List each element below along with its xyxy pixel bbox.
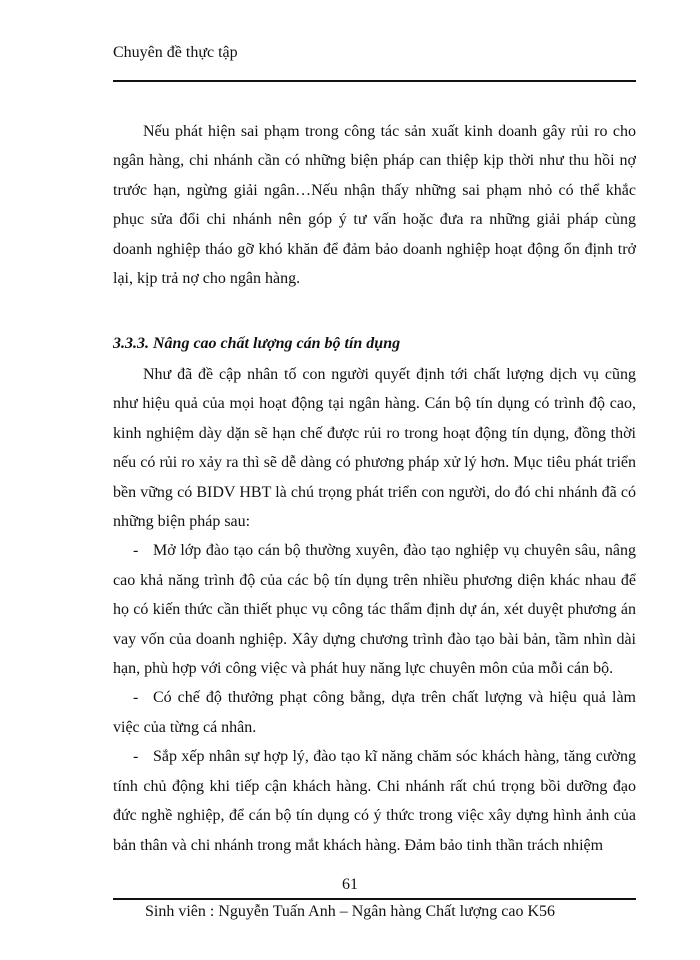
bullet-marker: - bbox=[133, 542, 139, 560]
bullet-marker: - bbox=[133, 689, 139, 707]
section-heading: 3.3.3. Nâng cao chất lượng cán bộ tín dụng bbox=[113, 335, 401, 352]
bullet-text: Có chế độ thưởng phạt công bằng, dựa trên chất lượng và hiệu quả làm việc của từng cá nhân. bbox=[113, 689, 636, 736]
intro-paragraph: Nếu phát hiện sai phạm trong công tác sản xuất kinh doanh gây rủi ro cho ngân hàng, chi nhánh cần có những biện pháp can thiệp kịp thời như thu hồi nợ trước hạn, ngừng giải ngân…Nếu nhận thấy những sai phạm nhỏ có thể khắc phục sửa đổi chi nhánh nên góp ý tư vấn hoặc đưa ra những giải pháp cùng doanh nghiệp tháo gỡ khó khăn để đảm bảo doanh nghiệp hoạt động ổn định trở lại, kịp trả nợ cho ngân hàng. bbox=[113, 123, 636, 288]
intro-block bbox=[113, 117, 636, 293]
bullet-item bbox=[113, 683, 636, 742]
header-divider bbox=[113, 80, 636, 82]
section-block bbox=[113, 330, 636, 860]
bullet-item bbox=[113, 536, 636, 683]
bullet-item bbox=[113, 742, 636, 860]
footer-divider bbox=[113, 898, 636, 900]
bullet-marker: - bbox=[133, 748, 139, 766]
footer-text: Sinh viên : Nguyễn Tuấn Anh – Ngân hàng Chất lượng cao K56 bbox=[145, 903, 555, 920]
page-number: 61 bbox=[342, 876, 358, 893]
bullet-text: Mở lớp đào tạo cán bộ thường xuyên, đào tạo nghiệp vụ chuyên sâu, nâng cao khả năng trình độ của các bộ tín dụng trên nhiều phương diện khác nhau để họ có kiến thức cần thiết phục vụ công tác thẩm định dự án, xét duyệt phương án vay vốn của doanh nghiệp. Xây dựng chương trình đào tạo bài bản, tầm nhìn dài hạn, phù hợp với công việc và phát huy năng lực chuyên môn của mỗi cán bộ. bbox=[113, 542, 636, 678]
section-paragraph: Như đã đề cập nhân tố con người quyết định tới chất lượng dịch vụ cũng như hiệu quả của mọi hoạt động tại ngân hàng. Cán bộ tín dụng có trình độ cao, kinh nghiệm dày dặn sẽ hạn chế được rủi ro trong hoạt động tín dụng, đồng thời nếu có rủi ro xảy ra thì sẽ dễ dàng có phương pháp xử lý hơn. Mục tiêu phát triển bền vững có BIDV HBT là chú trọng phát triển con người, do đó chi nhánh đã có những biện pháp sau: bbox=[113, 366, 636, 531]
page-header-title: Chuyên đề thực tập bbox=[113, 44, 238, 61]
bullet-text: Sắp xếp nhân sự hợp lý, đào tạo kĩ năng chăm sóc khách hàng, tăng cường tính chủ động khi tiếp cận khách hàng. Chi nhánh rất chú trọng bồi dưỡng đạo đức nghề nghiệp, để cán bộ tín dụng có ý thức trong việc xây dựng hình ảnh của bản thân và chi nhánh trong mắt khách hàng. Đảm bảo tinh thần trách nhiệm bbox=[113, 748, 636, 854]
